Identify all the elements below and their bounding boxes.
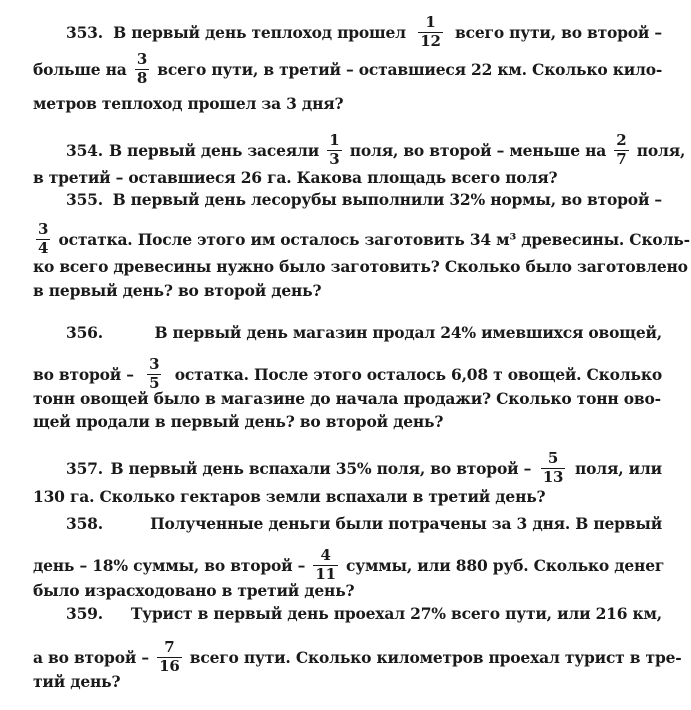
text-segment: метров теплоход прошел за 3 дня? <box>33 94 344 113</box>
text-segment: поля, или <box>569 458 662 478</box>
fraction-numerator: 1 <box>329 131 340 149</box>
fraction <box>614 133 628 168</box>
text-segment: В первый день вспахали 35% поля, во второй – <box>110 458 537 478</box>
problem-1-line-3 <box>33 94 344 113</box>
text-segment: ко всего древесины нужно было заготовить? Сколько было заготовлено <box>33 257 688 276</box>
fraction-numerator: 2 <box>616 131 627 149</box>
text-segment: поля, <box>631 140 686 160</box>
text-segment: В первый день лесорубы выполнили 32% нормы, во второй – <box>112 190 662 209</box>
problem-4-line-2 <box>33 357 662 392</box>
fraction-denominator: 4 <box>38 238 49 257</box>
problem-6-line-3 <box>33 583 353 599</box>
problem-6-line-1 <box>66 516 662 532</box>
fraction-denominator: 8 <box>136 68 148 87</box>
fraction-numerator: 7 <box>164 638 175 656</box>
text-segment: тий день? <box>33 672 121 691</box>
fraction-denominator: 5 <box>149 373 160 392</box>
problem-number: 356. <box>66 323 103 342</box>
text-segment: тонн овощей было в магазине до начала продажи? Сколько тонн ово- <box>33 389 661 408</box>
fraction <box>157 640 181 675</box>
problem-4-line-1 <box>66 325 662 341</box>
problem-6-line-2 <box>33 546 665 583</box>
text-segment: остатка. После этого им осталось заготовить 34 м³ древесины. Сколь- <box>53 229 690 249</box>
text-segment: всего пути, в третий – оставшиеся 22 км. Сколько кило- <box>152 59 663 79</box>
problem-1-line-1 <box>66 15 662 50</box>
text-segment: было израсходовано в третий день? <box>33 581 355 600</box>
problem-2-line-2 <box>33 168 558 187</box>
problem-7-line-1 <box>66 606 662 622</box>
fraction-denominator: 13 <box>542 467 564 486</box>
text-segment: всего пути, во второй – <box>449 22 662 42</box>
text-segment: 130 га. Сколько гектаров земли вспахали в третий день? <box>33 487 546 506</box>
problem-3-line-1 <box>66 192 662 208</box>
fraction <box>327 133 341 168</box>
fraction-numerator: 5 <box>547 449 559 467</box>
problem-3-line-4 <box>33 283 333 299</box>
text-segment: всего пути. Сколько километров проехал турист в тре- <box>184 647 682 667</box>
fraction-numerator: 3 <box>149 355 160 373</box>
text-segment: в третий – оставшиеся 26 га. Какова площадь всего поля? <box>33 168 558 187</box>
fraction-numerator: 4 <box>320 546 331 564</box>
text-segment: Турист в первый день проехал 27% всего пути, или 216 км, <box>130 604 662 623</box>
problem-7-line-2 <box>33 638 682 675</box>
fraction-denominator: 7 <box>616 149 627 168</box>
text-segment: в первый день? во второй день? <box>33 281 322 300</box>
fraction <box>541 451 565 486</box>
fraction <box>147 357 161 392</box>
problem-4-line-4 <box>33 412 444 431</box>
text-segment: во второй – <box>33 364 140 384</box>
fraction-denominator: 11 <box>315 564 336 583</box>
fraction <box>36 222 50 257</box>
problem-number: 353. <box>66 22 103 42</box>
fraction-denominator: 16 <box>159 656 180 675</box>
text-segment: Полученные деньги были потрачены за 3 дня. В первый <box>150 514 662 533</box>
fraction <box>135 52 149 87</box>
problem-4-line-3 <box>33 391 662 407</box>
problem-2-line-1 <box>66 131 686 168</box>
text-segment: поля, во второй – меньше на <box>344 140 612 160</box>
text-segment: а во второй – <box>33 647 155 667</box>
problem-3-line-2 <box>33 220 690 257</box>
problem-number: 355. <box>66 190 103 209</box>
text-segment: В первый день теплоход прошел <box>113 22 412 42</box>
text-segment: остатка. После этого осталось 6,08 т овощей. Сколько <box>169 364 662 384</box>
text-segment: щей продали в первый день? во второй день? <box>33 412 444 431</box>
fraction-denominator: 3 <box>329 149 340 168</box>
problem-number: 357. <box>66 458 103 478</box>
problem-1-line-2 <box>33 52 662 87</box>
fraction-numerator: 3 <box>136 50 148 68</box>
problem-3-line-3 <box>33 257 688 276</box>
text-segment: день – 18% суммы, во второй – <box>33 555 311 575</box>
fraction <box>418 15 442 50</box>
problem-number: 359. <box>66 604 103 623</box>
problem-number: 354. <box>66 140 103 160</box>
problem-5-line-2 <box>33 489 553 505</box>
fraction <box>313 548 337 583</box>
text-segment: суммы, или 880 руб. Сколько денег <box>340 555 665 575</box>
fraction-numerator: 3 <box>38 220 49 238</box>
problem-5-line-1 <box>66 451 662 486</box>
text-segment: В первый день магазин продал 24% имевшихся овощей, <box>154 323 662 342</box>
problem-7-line-3 <box>33 674 123 690</box>
fraction-denominator: 12 <box>420 31 441 50</box>
problem-number: 358. <box>66 514 103 533</box>
text-segment: больше на <box>33 59 132 79</box>
text-segment: В первый день засеяли <box>108 140 325 160</box>
fraction-numerator: 1 <box>425 13 436 31</box>
